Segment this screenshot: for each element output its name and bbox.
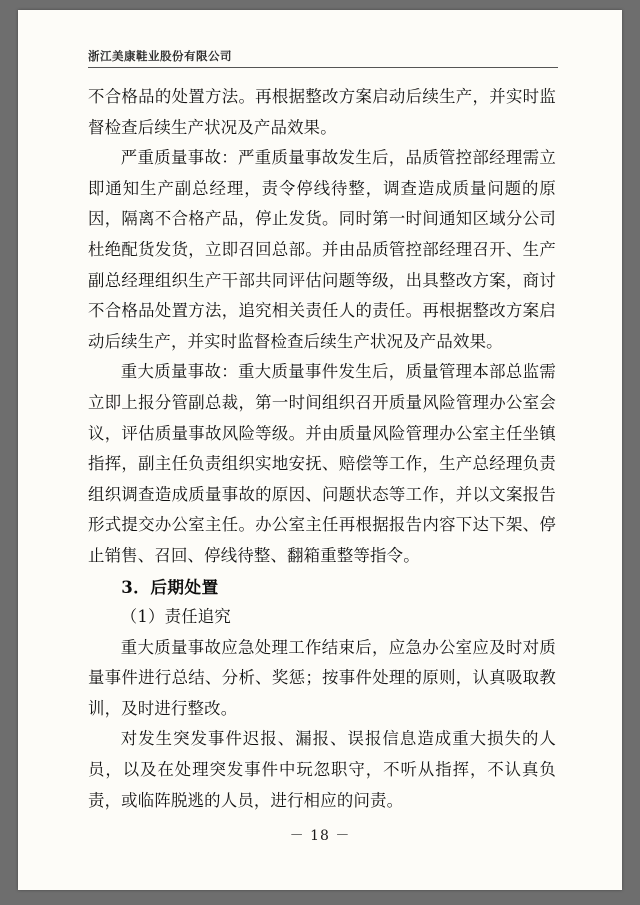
- subsection-heading-accountability: （1）责任追究: [120, 607, 231, 627]
- paragraph-accountability-penalty: 对发生突发事件迟报、漏报、误报信息造成重大损失的人员，以及在处理突发事件中玩忽职守，不听从指挥，不认真负责，或临阵脱逃的人员，进行相应的问责。: [88, 729, 556, 810]
- document-body: [88, 82, 556, 816]
- document-page: [18, 10, 622, 890]
- paragraph-continued: 不合格品的处置方法。再根据整改方案启动后续生产，并实时监督检查后续生产状况及产品效果。: [88, 87, 556, 137]
- paragraph-serious-accident: 严重质量事故：严重质量事故发生后，品质管控部经理需立即通知生产副总经理，责令停线待整，调查造成质量问题的原因，隔离不合格产品，停止发货。同时第一时间通知区域分公司杜绝配货发货，立即召回总部。并由品质管控部经理召开、生产副总经理组织生产干部共同评估问题等级，出具整改方案，商讨不合格品处置方法，追究相关责任人的责任。再根据整改方案启动后续生产，并实时监督检查后续生产状况及产品效果。: [88, 148, 556, 351]
- header-company-name: 浙江美康鞋业股份有限公司: [88, 49, 232, 63]
- paragraph-major-accident: 重大质量事故：重大质量事件发生后，质量管理本部总监需立即上报分管副总裁，第一时间组织召开质量风险管理办公室会议，评估质量事故风险等级。并由质量风险管理办公室主任坐镇指挥，副主任负责组织实地安抚、赔偿等工作，生产总经理负责组织调查造成质量事故的原因、问题状态等工作，并以文案报告形式提交办公室主任。办公室主任再根据报告内容下达下架、停止销售、召回、停线待整、翻箱重整等指令。: [88, 362, 556, 565]
- page-content: [18, 10, 622, 890]
- page-header: [88, 48, 558, 68]
- paragraph-accountability-summary: 重大质量事故应急处理工作结束后，应急办公室应及时对质量事件进行总结、分析、奖惩；按事件处理的原则，认真吸取教训，及时进行整改。: [88, 637, 556, 718]
- section-heading-post-handling: 3．后期处置: [121, 576, 219, 597]
- header-divider: [88, 67, 558, 68]
- page-number: － 18 －: [289, 828, 351, 844]
